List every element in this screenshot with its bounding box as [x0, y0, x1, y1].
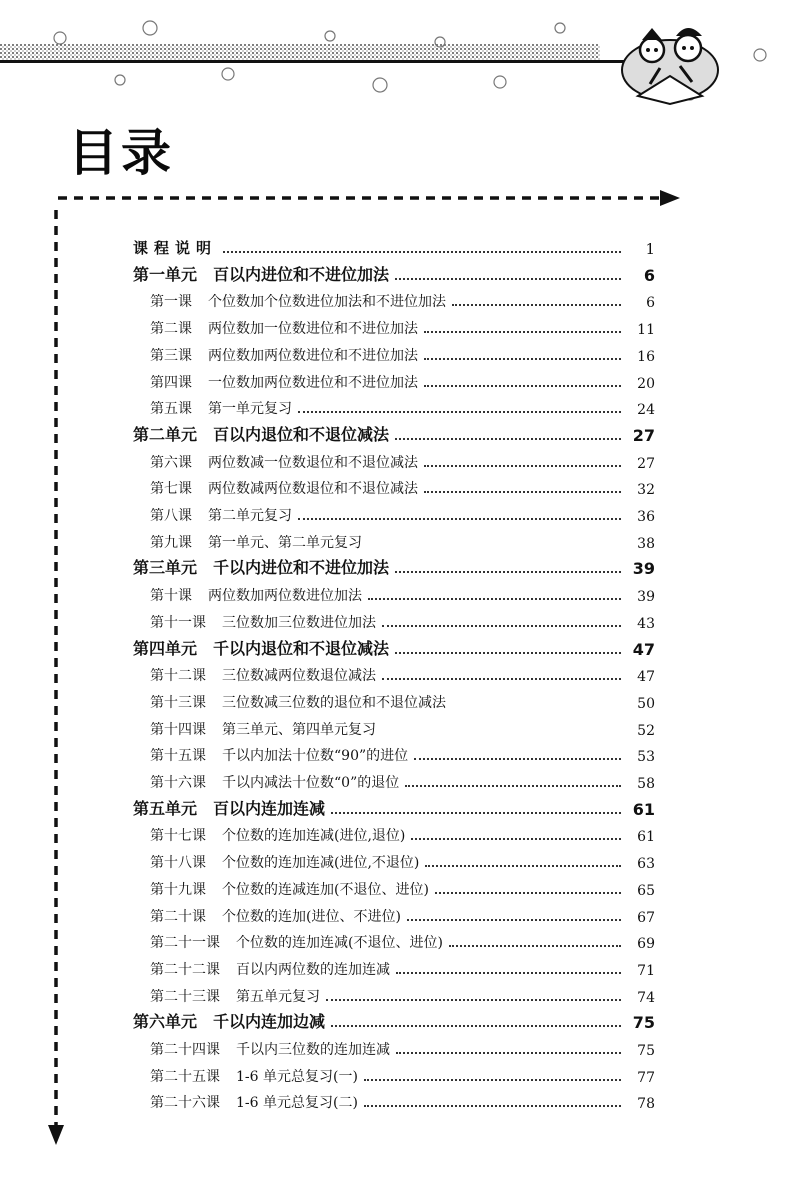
- toc-page-number: 6: [643, 265, 655, 285]
- toc-intro-row[interactable]: [133, 234, 655, 258]
- toc-lesson-row[interactable]: [150, 661, 655, 685]
- toc-title: 个位数加个位数进位加法和不进位加法: [208, 294, 446, 311]
- dot-leader: [298, 518, 621, 520]
- toc-unit-row[interactable]: [133, 795, 655, 819]
- toc-title: 两位数加两位数进位和不进位加法: [208, 347, 418, 364]
- toc-page-number: 32: [637, 482, 655, 499]
- toc-page-number: 39: [632, 559, 655, 579]
- toc-label: 第十六课: [150, 775, 206, 791]
- toc-title: 第一单元复习: [208, 401, 292, 418]
- toc-lesson-row[interactable]: [150, 715, 655, 739]
- dot-leader: [414, 758, 621, 760]
- toc-unit-row[interactable]: [133, 261, 655, 285]
- dot-leader: [395, 278, 621, 280]
- dot-leader: [326, 999, 621, 1001]
- toc-title: 百以内连加连减: [213, 798, 326, 818]
- toc-label: 第十五课: [150, 748, 206, 765]
- dot-leader: [405, 785, 621, 787]
- toc-label: 第五单元: [133, 798, 198, 818]
- toc-page-number: 71: [637, 962, 655, 979]
- toc-label: 第五课: [150, 401, 192, 418]
- toc-title: 个位数的连加连减(不退位、进位): [236, 935, 443, 952]
- toc-page-number: 61: [632, 799, 655, 819]
- toc-lesson-row[interactable]: [150, 474, 655, 498]
- toc-lesson-row[interactable]: [150, 982, 655, 1006]
- toc-title: 一位数加两位数进位和不进位加法: [208, 374, 418, 391]
- toc-label: 第七课: [150, 481, 192, 498]
- toc-title: 三位数减三位数的退位和不退位减法: [222, 694, 446, 711]
- toc-page-number: 11: [637, 322, 655, 339]
- toc-page-number: 65: [637, 882, 655, 899]
- dot-leader: [396, 972, 621, 974]
- toc-title: 三位数减两位数退位减法: [222, 668, 376, 685]
- toc-title: 千以内三位数的连加连减: [236, 1042, 390, 1058]
- toc-label: 第九课: [150, 534, 192, 551]
- toc-title: 个位数的连加连减(进位,不退位): [222, 855, 420, 872]
- toc-lesson-row[interactable]: [150, 448, 655, 472]
- toc-page-number: 50: [637, 695, 655, 712]
- toc-title: 两位数加一位数进位和不进位加法: [208, 321, 418, 338]
- toc-page-number: 20: [637, 375, 655, 392]
- dot-leader: [382, 678, 621, 680]
- dot-leader: [331, 1025, 621, 1027]
- toc-page-number: 6: [646, 295, 655, 312]
- toc-lesson-row[interactable]: [150, 394, 655, 418]
- toc-label: 第四课: [150, 374, 192, 391]
- dot-leader: [364, 1079, 621, 1081]
- toc-label: 第二十一课: [150, 935, 220, 952]
- dot-leader: [449, 945, 621, 947]
- toc-page-number: 61: [637, 829, 655, 846]
- toc-label: 第十二课: [150, 668, 206, 685]
- dot-leader: [223, 251, 621, 253]
- toc-page-number: 27: [632, 425, 655, 445]
- dot-leader: [452, 304, 621, 306]
- toc-lesson-row[interactable]: [150, 768, 655, 792]
- dot-leader: [395, 571, 621, 573]
- toc-page-number: 38: [637, 535, 655, 552]
- toc-label: 课程说明: [133, 239, 218, 257]
- dot-leader: [331, 812, 621, 814]
- toc-page-number: 1: [645, 240, 655, 258]
- toc-title: 第二单元复习: [208, 508, 292, 524]
- dot-leader: [364, 1105, 621, 1107]
- dot-leader: [382, 625, 621, 627]
- toc-lesson-row[interactable]: [150, 875, 655, 899]
- toc-label: 第十课: [150, 588, 192, 605]
- toc-label: 第六单元: [133, 1012, 198, 1032]
- dot-leader: [424, 331, 621, 333]
- toc-title: 千以内进位和不进位加法: [213, 558, 390, 578]
- toc-lesson-row[interactable]: [150, 688, 655, 712]
- toc-page-number: 16: [637, 348, 655, 365]
- toc-label: 第二十六课: [150, 1095, 220, 1112]
- toc-label: 第十八课: [150, 855, 206, 872]
- toc-label: 第二十二课: [150, 961, 220, 978]
- toc-title: 千以内加法十位数“90”的进位: [222, 748, 409, 765]
- toc-title: 1-6 单元总复习(二): [236, 1095, 358, 1112]
- toc-unit-row[interactable]: [133, 1008, 655, 1032]
- toc-label: 第二课: [150, 321, 192, 338]
- toc-page-number: 43: [637, 615, 655, 632]
- toc-page-number: 52: [637, 722, 655, 739]
- toc-label: 第十七课: [150, 828, 206, 845]
- toc-lesson-row[interactable]: [150, 848, 655, 872]
- dot-leader: [395, 438, 621, 440]
- toc-title: 个位数的连加(进位、不进位): [222, 908, 401, 925]
- toc-title: 千以内减法十位数“0”的退位: [222, 775, 400, 791]
- toc-lesson-row[interactable]: [150, 902, 655, 926]
- toc-title: 两位数加两位数进位加法: [208, 588, 362, 605]
- toc-heading: 目录: [68, 124, 174, 182]
- toc-label: 第三课: [150, 347, 192, 364]
- toc-page-number: 67: [637, 909, 655, 926]
- toc-page-number: 75: [632, 1013, 655, 1033]
- toc-label: 第三单元: [133, 558, 198, 578]
- dot-leader: [411, 838, 621, 840]
- toc-unit-row[interactable]: [133, 635, 655, 659]
- toc-lesson-row[interactable]: [150, 528, 655, 552]
- dot-leader: [424, 358, 621, 360]
- dot-leader: [395, 652, 621, 654]
- toc-label: 第十九课: [150, 881, 206, 898]
- dot-leader: [435, 892, 621, 894]
- toc-lesson-row[interactable]: [150, 341, 655, 365]
- toc-title: 第一单元、第二单元复习: [208, 534, 362, 551]
- toc-lesson-row[interactable]: [150, 581, 655, 605]
- toc-label: 第二十课: [150, 908, 206, 925]
- toc-label: 第八课: [150, 508, 192, 524]
- toc-title: 百以内两位数的连加连减: [236, 961, 390, 978]
- toc-lesson-row[interactable]: [150, 501, 655, 525]
- toc-label: 第二十三课: [150, 988, 220, 1005]
- toc-title: 两位数减两位数退位和不退位减法: [208, 481, 418, 498]
- toc-label: 第十四课: [150, 721, 206, 738]
- toc-lesson-row[interactable]: [150, 314, 655, 338]
- toc-lesson-row[interactable]: [150, 368, 655, 392]
- toc-page-number: 36: [637, 509, 655, 525]
- toc-lesson-row[interactable]: [150, 928, 655, 952]
- toc-page-number: 78: [637, 1096, 655, 1113]
- toc-label: 第二单元: [133, 424, 198, 444]
- toc-lesson-row[interactable]: [150, 608, 655, 632]
- toc-label: 第一单元: [133, 264, 198, 284]
- toc-lesson-row[interactable]: [150, 821, 655, 845]
- toc-lesson-row[interactable]: [150, 1035, 655, 1059]
- toc-page-number: 27: [637, 455, 655, 472]
- toc-page-number: 74: [637, 989, 655, 1006]
- toc-title: 百以内退位和不退位减法: [213, 424, 390, 444]
- toc-title: 第三单元、第四单元复习: [222, 721, 376, 738]
- toc-page-number: 47: [632, 639, 655, 659]
- toc-label: 第四单元: [133, 638, 198, 658]
- toc-page-number: 58: [637, 776, 655, 792]
- toc-page-number: 53: [637, 749, 655, 766]
- toc-label: 第一课: [150, 294, 192, 311]
- toc-label: 第十三课: [150, 694, 206, 711]
- toc-page-number: 24: [637, 402, 655, 419]
- dot-leader: [368, 598, 621, 600]
- toc-title: 1-6 单元总复习(一): [236, 1068, 358, 1085]
- toc-unit-row[interactable]: [133, 421, 655, 445]
- toc-lesson-row[interactable]: [150, 955, 655, 979]
- toc-page-number: 77: [637, 1069, 655, 1086]
- toc-label: 第二十五课: [150, 1068, 220, 1085]
- toc-title: 个位数的连加连减(进位,退位): [222, 828, 406, 845]
- toc-title: 第五单元复习: [236, 988, 320, 1005]
- toc-unit-row[interactable]: [133, 554, 655, 578]
- toc-title: 两位数减一位数退位和不退位减法: [208, 454, 418, 471]
- toc-page-number: 63: [637, 856, 655, 873]
- toc-page-number: 39: [637, 589, 655, 606]
- toc-lesson-row[interactable]: [150, 1062, 655, 1086]
- toc-page-number: 69: [637, 936, 655, 953]
- toc-label: 第六课: [150, 454, 192, 471]
- toc-lesson-row[interactable]: [150, 741, 655, 765]
- dot-leader: [396, 1052, 621, 1054]
- dot-leader: [424, 385, 621, 387]
- toc-label: 第二十四课: [150, 1042, 220, 1058]
- toc-title: 个位数的连减连加(不退位、进位): [222, 881, 429, 898]
- toc-page-number: 47: [637, 669, 655, 686]
- toc-title: 三位数加三位数进位加法: [222, 614, 376, 631]
- toc-title: 千以内退位和不退位减法: [213, 638, 390, 658]
- toc-lesson-row[interactable]: [150, 287, 655, 311]
- toc-title: 百以内进位和不进位加法: [213, 264, 390, 284]
- toc-page-number: 75: [637, 1043, 655, 1059]
- dot-leader: [298, 411, 621, 413]
- dot-leader: [424, 491, 621, 493]
- dot-leader: [407, 919, 621, 921]
- dot-leader: [424, 465, 621, 467]
- toc-title: 千以内连加边减: [213, 1012, 326, 1032]
- toc-lesson-row[interactable]: [150, 1088, 655, 1112]
- dot-leader: [425, 865, 621, 867]
- toc-label: 第十一课: [150, 614, 206, 631]
